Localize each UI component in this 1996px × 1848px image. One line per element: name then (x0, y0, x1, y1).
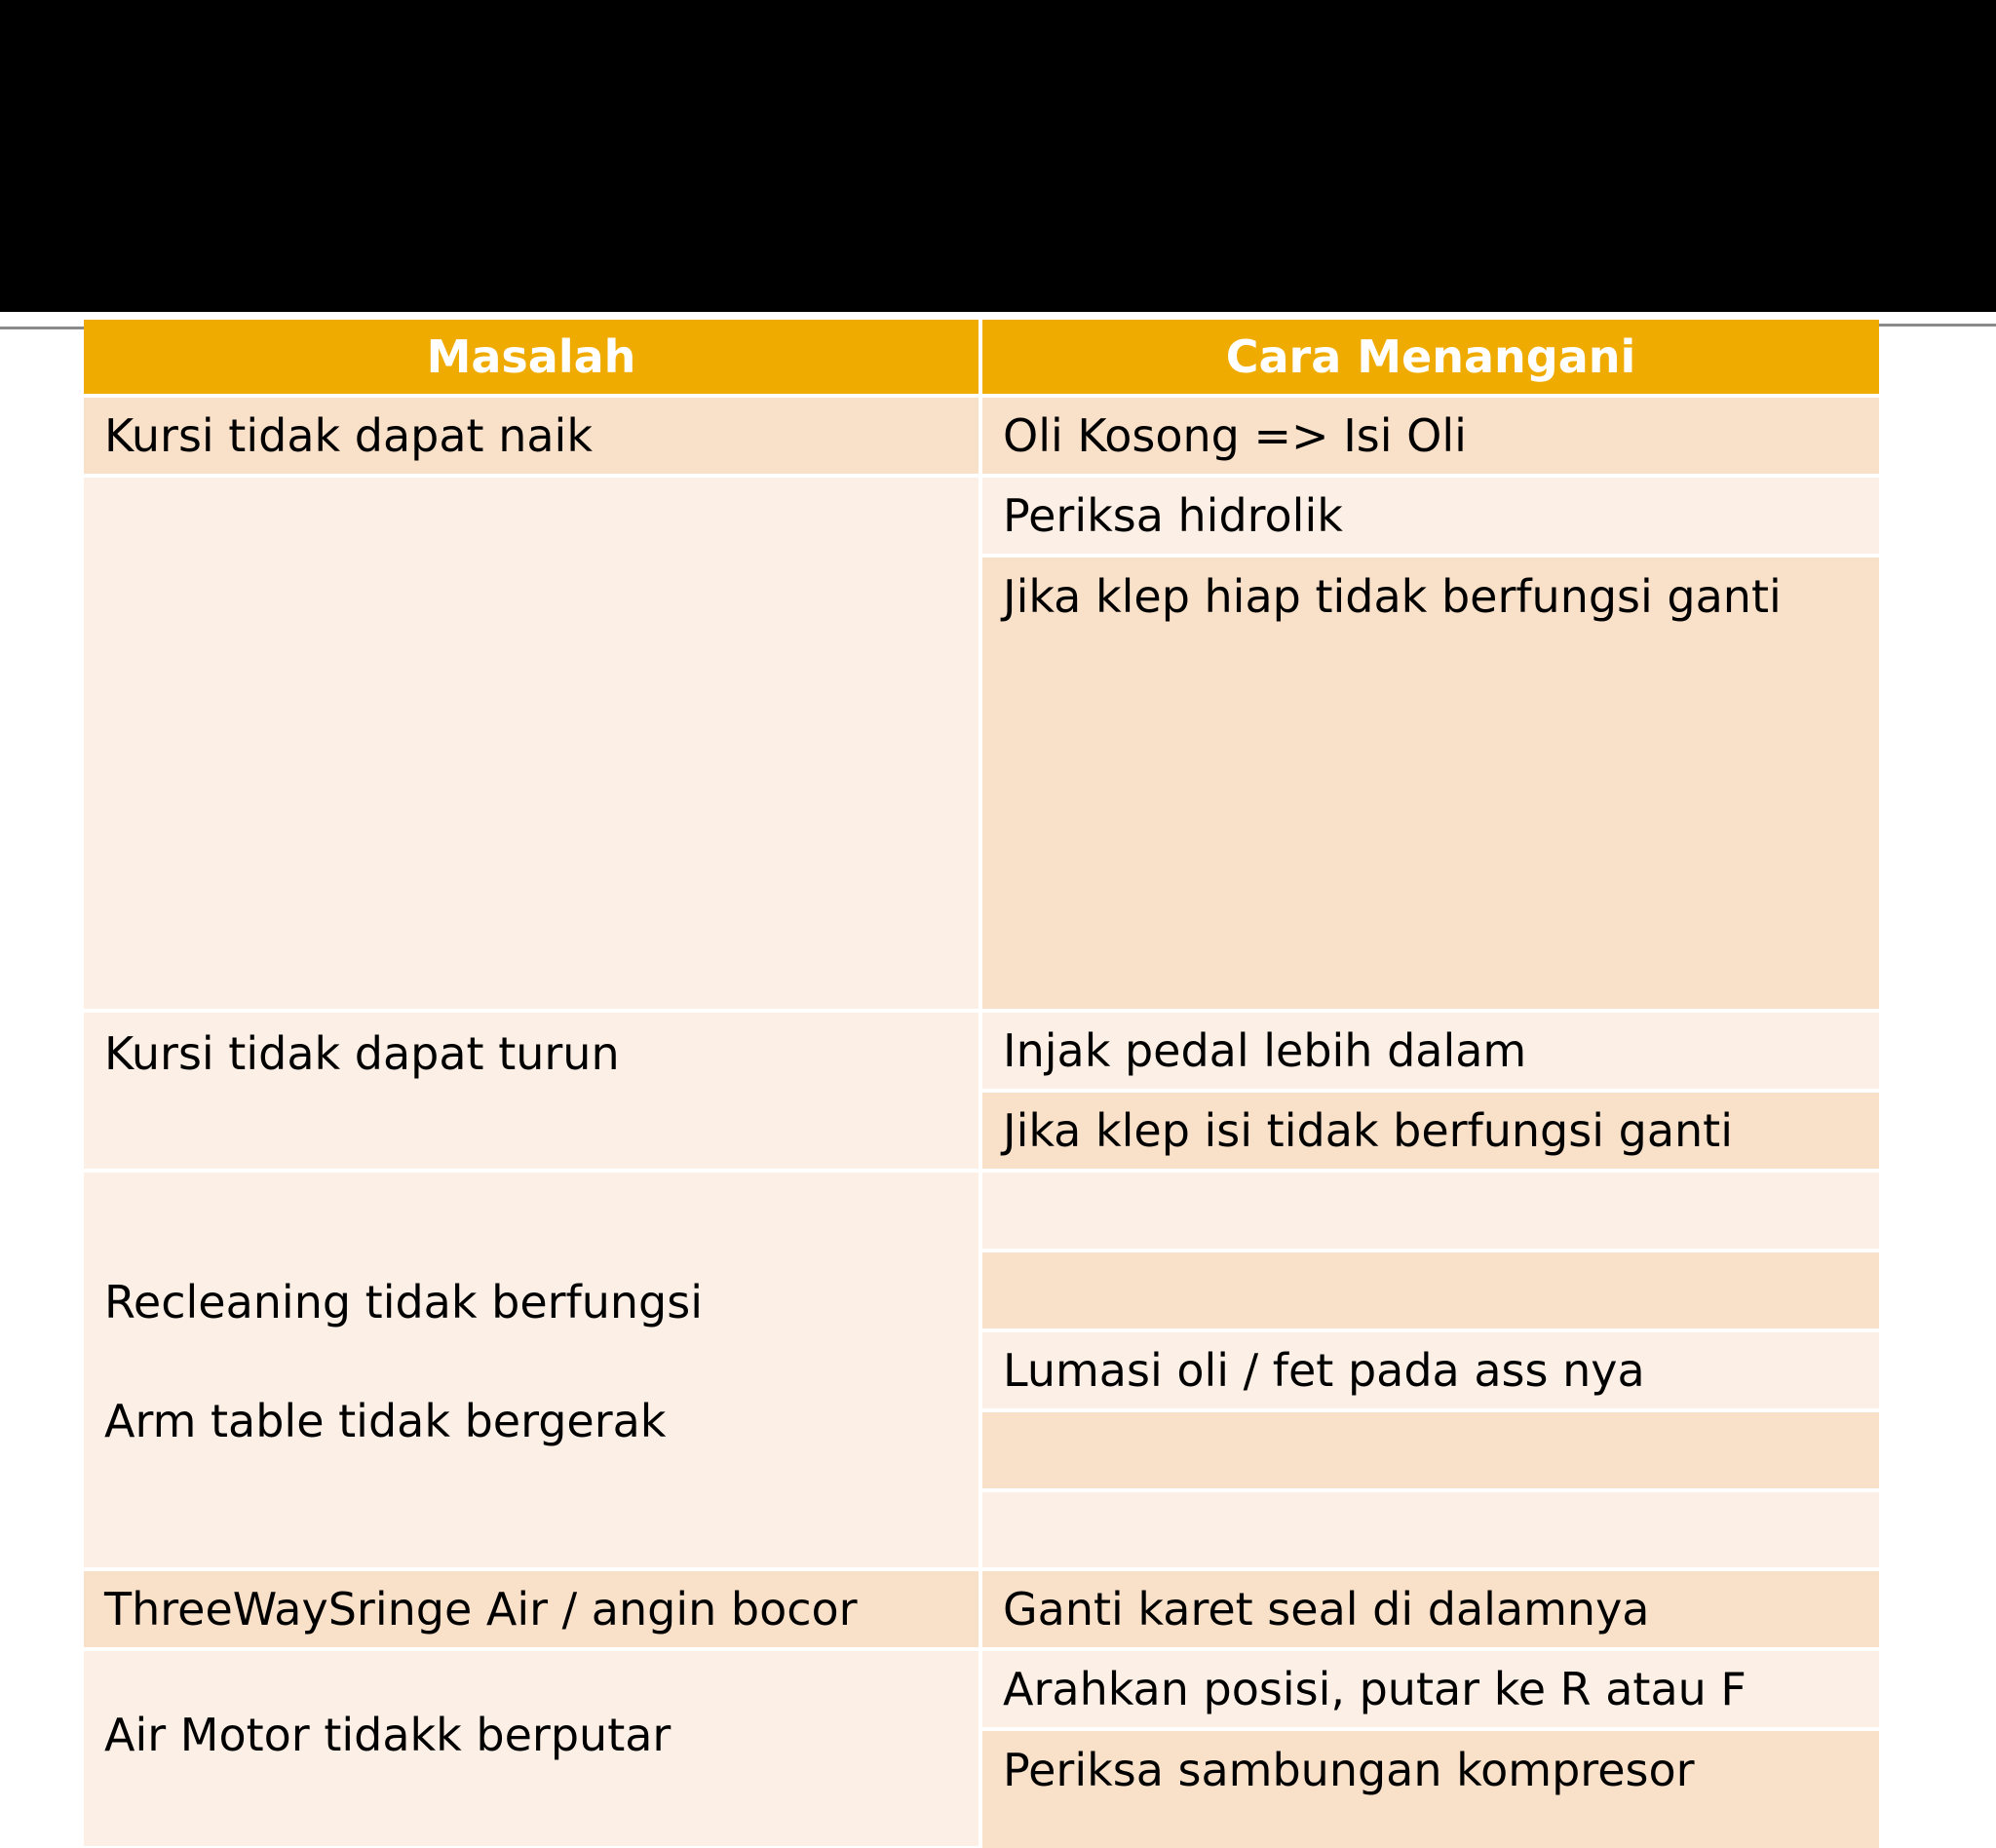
solution-cell: Injak pedal lebih dalam (982, 1013, 1879, 1089)
problem-line: Arm table tidak bergerak (104, 1394, 667, 1447)
solution-cell: Ganti karet seal di dalamnya (982, 1571, 1879, 1647)
problem-cell-multiline (84, 1173, 979, 1567)
troubleshooting-table (84, 320, 1879, 1796)
divider-line-left (0, 327, 86, 329)
problem-cell: Kursi tidak dapat turun (84, 1013, 979, 1169)
solution-cell-empty (982, 1252, 1879, 1328)
problem-cell-empty (84, 478, 979, 1009)
solution-cell: Periksa sambungan kompresor (982, 1731, 1879, 1848)
solution-cell: Jika klep hiap tidak berfungsi ganti (982, 558, 1879, 1009)
solution-cell: Arahkan posisi, putar ke R atau F (982, 1651, 1879, 1727)
problem-line: Recleaning tidak berfungsi (104, 1275, 703, 1328)
line-gap (104, 1329, 979, 1394)
solution-cell-empty (982, 1173, 1879, 1249)
solution-cell: Jika klep isi tidak berfungsi ganti (982, 1093, 1879, 1169)
solution-cell-empty (982, 1412, 1879, 1488)
solution-cell: Periksa hidrolik (982, 478, 1879, 554)
solution-cell: Lumasi oli / fet pada ass nya (982, 1332, 1879, 1408)
header-masalah: Masalah (84, 320, 979, 394)
title-band (0, 0, 1996, 312)
divider-line-right (1878, 324, 1996, 327)
problem-cell: Kursi tidak dapat naik (84, 398, 979, 474)
solution-cell-empty (982, 1492, 1879, 1567)
solution-cell: Oli Kosong => Isi Oli (982, 398, 1879, 474)
problem-cell: ThreeWaySringe Air / angin bocor (84, 1571, 979, 1647)
header-cara-menangani: Cara Menangani (982, 320, 1879, 394)
problem-cell: Air Motor tidakk berputar (84, 1651, 979, 1846)
